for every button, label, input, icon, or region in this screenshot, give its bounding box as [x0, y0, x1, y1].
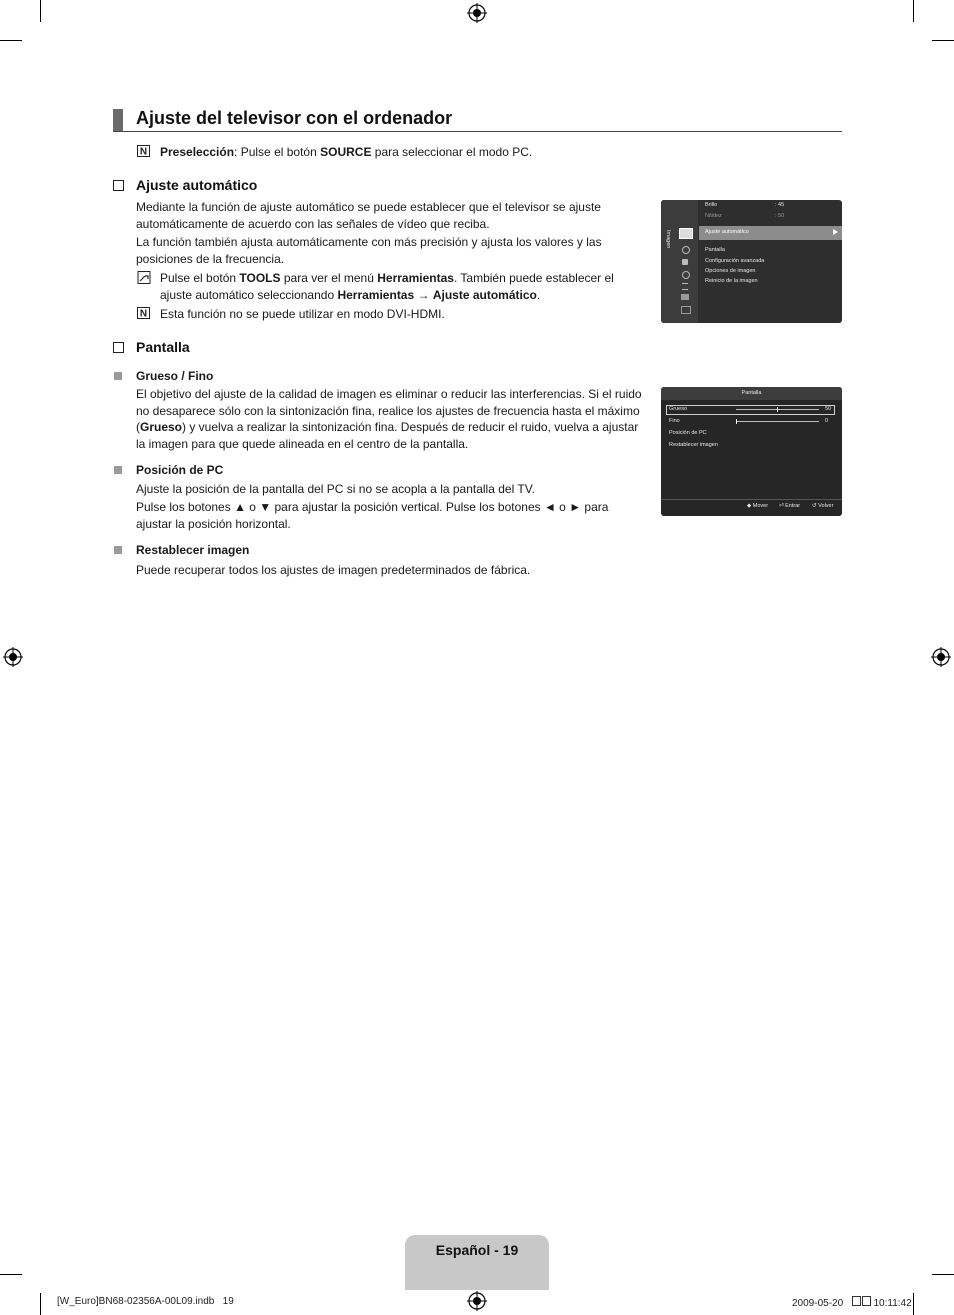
osd2-footer-divider — [661, 499, 842, 500]
osd2-fino-value: 0 — [825, 418, 829, 424]
sound-icon — [682, 246, 690, 254]
crop-mark — [932, 40, 954, 41]
restablecer-title: Restablecer imagen — [136, 543, 250, 557]
page-number: Español - 19 — [435, 1242, 519, 1258]
title-rule — [113, 131, 842, 132]
fino-slider-knob[interactable] — [736, 419, 737, 424]
osd2-grueso-row[interactable] — [666, 405, 835, 415]
osd-menu-item[interactable]: Opciones de imagen — [705, 268, 756, 274]
section-checkbox-icon — [113, 342, 124, 353]
osd2-fino-label: Fino — [669, 418, 680, 424]
crop-mark — [913, 0, 914, 22]
osd-pantalla-menu — [661, 387, 842, 516]
crop-mark — [40, 0, 41, 22]
osd2-nav-enter: ⏎ Entrar — [779, 503, 801, 509]
registration-mark-icon — [931, 647, 951, 667]
auto-paragraph-2: La función también ajusta automáticamente con más precisión y ajusta los valores y las posiciones de la frecuencia. — [136, 235, 602, 266]
osd2-posicion-item[interactable]: Posición de PC — [669, 430, 707, 436]
dvi-note: Esta función no se puede utilizar en modo DVI-HDMI. — [160, 307, 445, 321]
svg-text:N: N — [139, 146, 148, 157]
note-icon — [137, 145, 150, 157]
osd-brillo: Brillo — [705, 202, 718, 208]
grueso-fino-paragraph: El objetivo del ajuste de la calidad de imagen es eliminar o reducir las interferencias. Si el ruido no desaparece sólo con la sintonización fina, realice los ajustes de frecuencia hasta el máximo (Grueso) y vuelva a realizar la sintonización fina. Después de reducir el ruido, vuelva a ajustar la imagen para que quede alineada en el centro de la pantalla. — [136, 387, 642, 451]
footer-file: [W_Euro]BN68-02356A-00L09.indb 19 — [57, 1296, 234, 1307]
registration-mark-icon — [467, 3, 487, 23]
support-icon — [681, 306, 691, 314]
osd-sidebar — [661, 200, 698, 323]
posicion-pc-paragraph: Pulse los botones ▲ o ▼ para ajustar la posición vertical. Pulse los botones ◄ o ► para ajustar la posición horizontal. — [136, 500, 609, 531]
footer-date: 2009-05-20 10:11:42 — [792, 1298, 912, 1309]
posicion-pc-title: Posición de PC — [136, 463, 224, 477]
osd-selected-label: Ajuste automático — [705, 229, 749, 235]
osd2-grueso-value: 50 — [825, 406, 832, 412]
input-icon — [682, 283, 688, 290]
arrow-right-icon — [833, 229, 838, 235]
application-icon — [681, 294, 689, 300]
page-title: Ajuste del televisor con el ordenador — [136, 108, 453, 128]
osd2-nav-move: ◆ Mover — [747, 503, 769, 509]
osd2-grueso-label: Grueso — [669, 406, 688, 412]
preselection-note: Preselección: Pulse el botón SOURCE para seleccionar el modo PC. — [160, 145, 533, 159]
channel-icon — [682, 259, 688, 265]
svg-text:N: N — [139, 308, 148, 319]
osd-side-label: Imagen — [665, 230, 671, 249]
restablecer-text: Puede recuperar todos los ajustes de imagen predeterminados de fábrica. — [136, 563, 531, 577]
osd-imagen-menu — [661, 200, 842, 323]
auto-paragraph-1: Mediante la función de ajuste automático se puede establecer que el televisor se ajuste automáticamente de acuerdo con las señales de vídeo que reciba. — [136, 200, 601, 231]
settings-icon — [682, 271, 690, 279]
tools-note: Pulse el botón TOOLS para ver el menú Herramientas. También puede establecer el ajuste automático seleccionando Herramientas → Ajuste automático. — [160, 271, 614, 302]
bullet-square-icon — [114, 546, 122, 554]
registration-mark-icon — [467, 1291, 487, 1311]
bullet-square-icon — [114, 466, 122, 474]
crop-mark — [0, 40, 22, 41]
section-heading-pantalla: Pantalla — [136, 339, 190, 355]
osd-menu-item[interactable]: Configuración avanzada — [705, 258, 765, 264]
section-checkbox-icon — [113, 180, 124, 191]
registration-mark-icon — [3, 647, 23, 667]
osd-nitidez: Nitidez — [705, 213, 722, 219]
osd-menu-item[interactable]: Reinicio de la imagen — [705, 278, 758, 284]
osd2-title: Pantalla — [741, 390, 762, 396]
crop-mark — [913, 1293, 914, 1315]
osd-brillo-value: : 45 — [775, 202, 785, 208]
osd-menu-item[interactable]: Pantalla — [705, 247, 725, 253]
tools-icon — [137, 271, 151, 284]
title-bar — [113, 109, 123, 131]
note-icon — [137, 307, 150, 319]
grueso-slider[interactable] — [736, 409, 819, 410]
posicion-pc-line1: Ajuste la posición de la pantalla del PC si no se acopla a la pantalla del TV. — [136, 482, 535, 496]
fino-slider[interactable] — [736, 421, 819, 422]
crop-mark — [932, 1274, 954, 1275]
crop-mark — [0, 1274, 22, 1275]
section-heading-auto: Ajuste automático — [136, 177, 258, 193]
osd-nitidez-value: : 50 — [775, 213, 785, 219]
grueso-fino-title: Grueso / Fino — [136, 369, 214, 383]
picture-icon — [679, 228, 693, 239]
bullet-square-icon — [114, 372, 122, 380]
crop-mark — [40, 1293, 41, 1315]
osd2-nav-back: ↺ Volver — [812, 503, 834, 509]
osd2-restablecer-item[interactable]: Restablecer imagen — [669, 442, 718, 448]
grueso-slider-knob[interactable] — [777, 407, 778, 412]
